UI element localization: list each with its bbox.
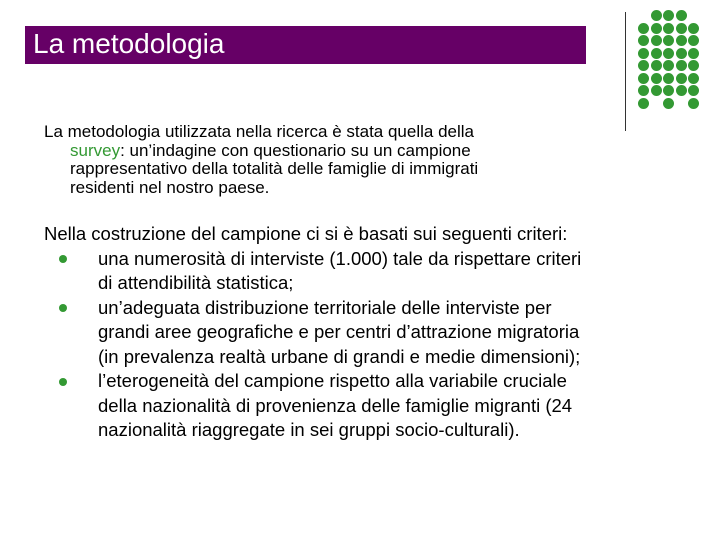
decorative-dot bbox=[688, 35, 699, 46]
bullet-icon bbox=[59, 378, 67, 386]
criteria-list bbox=[44, 247, 694, 443]
criteria-line: un’adeguata distribuzione territoriale delle interviste per bbox=[98, 296, 552, 318]
decorative-dot bbox=[688, 98, 699, 109]
decorative-dot bbox=[663, 10, 674, 21]
bullet-icon bbox=[59, 255, 67, 263]
decorative-dot bbox=[663, 85, 674, 96]
criteria-line: grandi aree geografiche e per centri d’attrazione migratoria bbox=[98, 321, 580, 342]
bullet-icon bbox=[59, 304, 67, 312]
criteria-line: nazionalità riaggregate in sei gruppi socio-culturali). bbox=[98, 419, 520, 440]
decorative-dot bbox=[638, 98, 649, 109]
decorative-dot bbox=[663, 35, 674, 46]
criteria-line: (in prevalenza realtà urbane di grandi e medie dimensioni); bbox=[98, 345, 581, 367]
title-bar bbox=[25, 26, 586, 64]
criteria-section bbox=[44, 222, 694, 443]
decorative-dot bbox=[688, 60, 699, 71]
decorative-dot bbox=[676, 35, 687, 46]
decorative-dot bbox=[651, 23, 662, 34]
decorative-dot-grid bbox=[638, 10, 698, 112]
decorative-dot bbox=[688, 73, 699, 84]
decorative-dot bbox=[651, 48, 662, 59]
decorative-dot bbox=[676, 48, 687, 59]
decorative-dot bbox=[663, 73, 674, 84]
decorative-dot bbox=[638, 48, 649, 59]
vertical-divider bbox=[625, 12, 626, 131]
decorative-dot bbox=[663, 23, 674, 34]
decorative-dot bbox=[663, 98, 674, 109]
criteria-intro: Nella costruzione del campione ci si è basati sui seguenti criteri: bbox=[44, 223, 568, 244]
decorative-dot bbox=[663, 48, 674, 59]
decorative-dot bbox=[651, 85, 662, 96]
decorative-dot bbox=[676, 60, 687, 71]
criteria-line: una numerosità di interviste (1.000) tale da rispettare criteri bbox=[98, 247, 582, 269]
decorative-dot bbox=[638, 60, 649, 71]
criteria-line: della nazionalità di provenienza delle famiglie migranti (24 bbox=[98, 394, 573, 416]
intro-line-3: rappresentativo della totalità delle famiglie di immigrati bbox=[70, 159, 479, 178]
criteria-line: l’eterogeneità del campione rispetto alla variabile cruciale bbox=[98, 370, 567, 391]
decorative-dot bbox=[676, 23, 687, 34]
intro-line-2-text: : un’indagine con questionario su un campione bbox=[120, 140, 471, 160]
criteria-line: di attendibilità statistica; bbox=[98, 272, 294, 293]
decorative-dot bbox=[688, 23, 699, 34]
decorative-dot bbox=[651, 10, 662, 21]
criteria-item bbox=[44, 296, 694, 370]
intro-line-1: La metodologia utilizzata nella ricerca è stata quella della bbox=[44, 122, 474, 141]
decorative-dot bbox=[688, 85, 699, 96]
decorative-dot bbox=[688, 48, 699, 59]
decorative-dot bbox=[663, 60, 674, 71]
intro-paragraph bbox=[44, 123, 614, 197]
decorative-dot bbox=[638, 23, 649, 34]
decorative-dot bbox=[651, 73, 662, 84]
decorative-dot bbox=[651, 60, 662, 71]
decorative-dot bbox=[651, 35, 662, 46]
survey-keyword: survey bbox=[70, 140, 121, 160]
decorative-dot bbox=[638, 85, 649, 96]
decorative-dot bbox=[638, 73, 649, 84]
decorative-dot bbox=[676, 85, 687, 96]
decorative-dot bbox=[676, 10, 687, 21]
intro-line-4: residenti nel nostro paese. bbox=[70, 177, 270, 197]
criteria-item bbox=[44, 247, 694, 296]
criteria-item bbox=[44, 369, 694, 443]
decorative-dot bbox=[638, 35, 649, 46]
intro-line-2 bbox=[44, 142, 614, 161]
slide-title: La metodologia bbox=[33, 28, 225, 59]
decorative-dot bbox=[676, 73, 687, 84]
